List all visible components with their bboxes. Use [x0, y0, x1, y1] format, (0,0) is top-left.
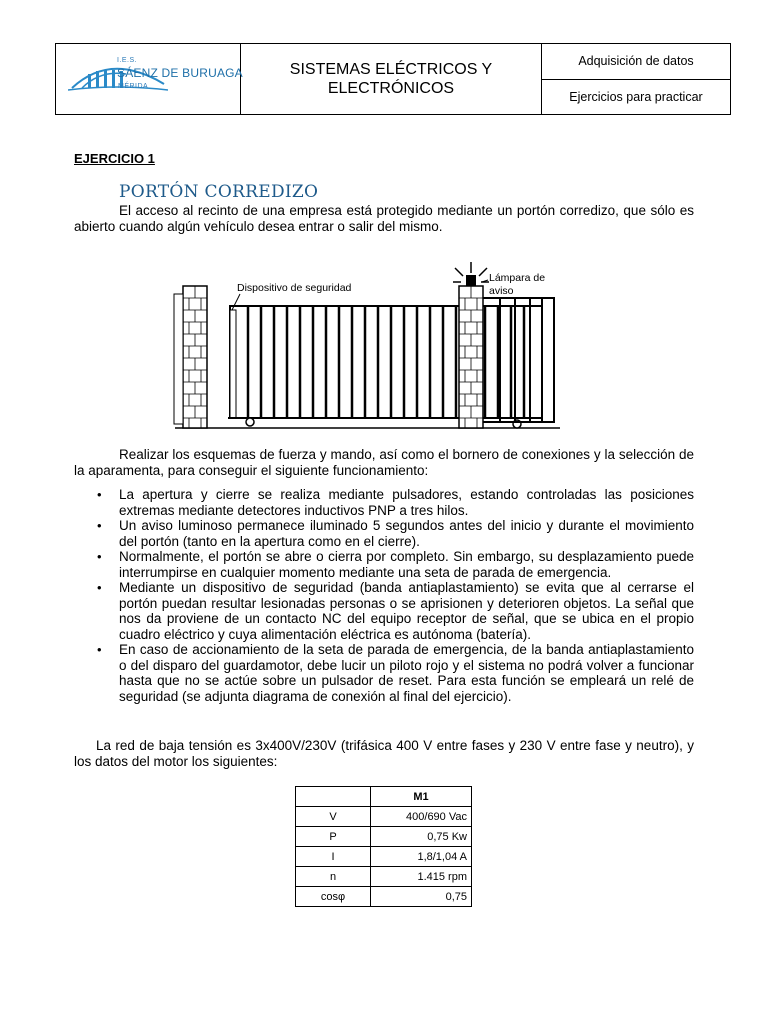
warning-lamp-icon [453, 262, 489, 286]
table-cell: 1,8/1,04 A [371, 847, 472, 867]
table-cell: P [296, 827, 371, 847]
list-item: • Un aviso luminoso permanece iluminado 5 segundos antes del inicio y durante el movimiento del portón (tanto en la apertura como en el cierre). [74, 518, 694, 549]
list-item: • En caso de accionamiento de la seta de parada de emergencia, de la banda antiaplastamiento o del disparo del guardamotor, debe lucir un piloto rojo y el sistema no podrá volver a funcionar hasta que no se actúe sobre un pulsador de reset. Para esta función se empleará un relé de seguridad (se adjunta diagrama de conexión al final del ejercicio). [74, 642, 694, 704]
sliding-gate-figure [170, 258, 620, 433]
document-title [241, 44, 542, 114]
network-paragraph: La red de baja tensión es 3x400V/230V (trifásica 400 V entre fases y 230 V entre fase y neutro), y los datos del motor los siguientes: [74, 738, 694, 769]
table-row [296, 807, 472, 827]
exercise-heading: EJERCICIO 1 [74, 151, 155, 166]
table-cell: cosφ [296, 887, 371, 907]
logo-ies-text: I.E.S. [117, 57, 138, 64]
intro-paragraph: El acceso al recinto de una empresa está protegido mediante un portón corredizo, que sólo es abierto cuando algún vehículo desea entrar o salir del mismo. [74, 203, 694, 234]
list-item: • Mediante un dispositivo de seguridad (banda antiaplastamiento) se evita que al cerrarse el portón puedan resultar lesionadas personas o se aprisionen y deterioren objetos. La señal que nos da proviene de un contacto NC del equipo receptor de señal, que se ubica en el propio cuadro eléctrico y cuya alimentación eléctrica es autónoma (batería). [74, 580, 694, 642]
table-header-cell: M1 [371, 787, 472, 807]
list-item: • Normalmente, el portón se abre o cierra por completo. Sin embargo, su desplazamiento puede interrumpirse en cualquier momento mediante una seta de parada de emergencia. [74, 549, 694, 580]
table-cell: I [296, 847, 371, 867]
school-logo [56, 44, 241, 114]
table-header-row [296, 787, 472, 807]
document-header [55, 43, 731, 115]
table-row [296, 887, 472, 907]
lamp-label-line-1: Lámpara de [489, 272, 546, 284]
right-fence [482, 298, 554, 422]
table-cell: 400/690 Vac [371, 807, 472, 827]
logo-school-name: SÁENZ DE BURUAGA [117, 66, 243, 80]
table-row [296, 867, 472, 887]
table-row [296, 827, 472, 847]
table-row [296, 847, 472, 867]
table-cell: 1.415 rpm [371, 867, 472, 887]
task-paragraph: Realizar los esquemas de fuerza y mando, así como el bornero de conexiones y la selección de la aparamenta, para conseguir el siguiente funcionamiento: [74, 447, 694, 478]
logo-city-text: MÉRIDA [118, 83, 149, 90]
motor-data-table [295, 786, 472, 907]
table-cell: 0,75 [371, 887, 472, 907]
requirements-list [74, 487, 694, 704]
table-cell: 0,75 Kw [371, 827, 472, 847]
table-cell: n [296, 867, 371, 887]
header-subtopic: Ejercicios para practicar [542, 79, 730, 115]
table-cell: V [296, 807, 371, 827]
right-pillar [459, 286, 483, 428]
title-line-2: ELECTRÓNICOS [327, 80, 455, 97]
safety-device-label: Dispositivo de seguridad [237, 282, 352, 294]
title-line-1: SISTEMAS ELÉCTRICOS Y [289, 61, 493, 78]
left-pillar [174, 286, 207, 428]
gate-leaf [228, 306, 542, 428]
header-info [542, 44, 730, 114]
table-header-cell [296, 787, 371, 807]
lamp-label-line-2: aviso [489, 285, 514, 297]
header-topic: Adquisición de datos [578, 54, 694, 69]
safety-callout-line [232, 294, 240, 310]
list-item: • La apertura y cierre se realiza mediante pulsadores, estando controladas las posiciones extremas mediante detectores inductivos PNP a tres hilos. [74, 487, 694, 518]
exercise-subtitle: PORTÓN CORREDIZO [119, 182, 319, 202]
